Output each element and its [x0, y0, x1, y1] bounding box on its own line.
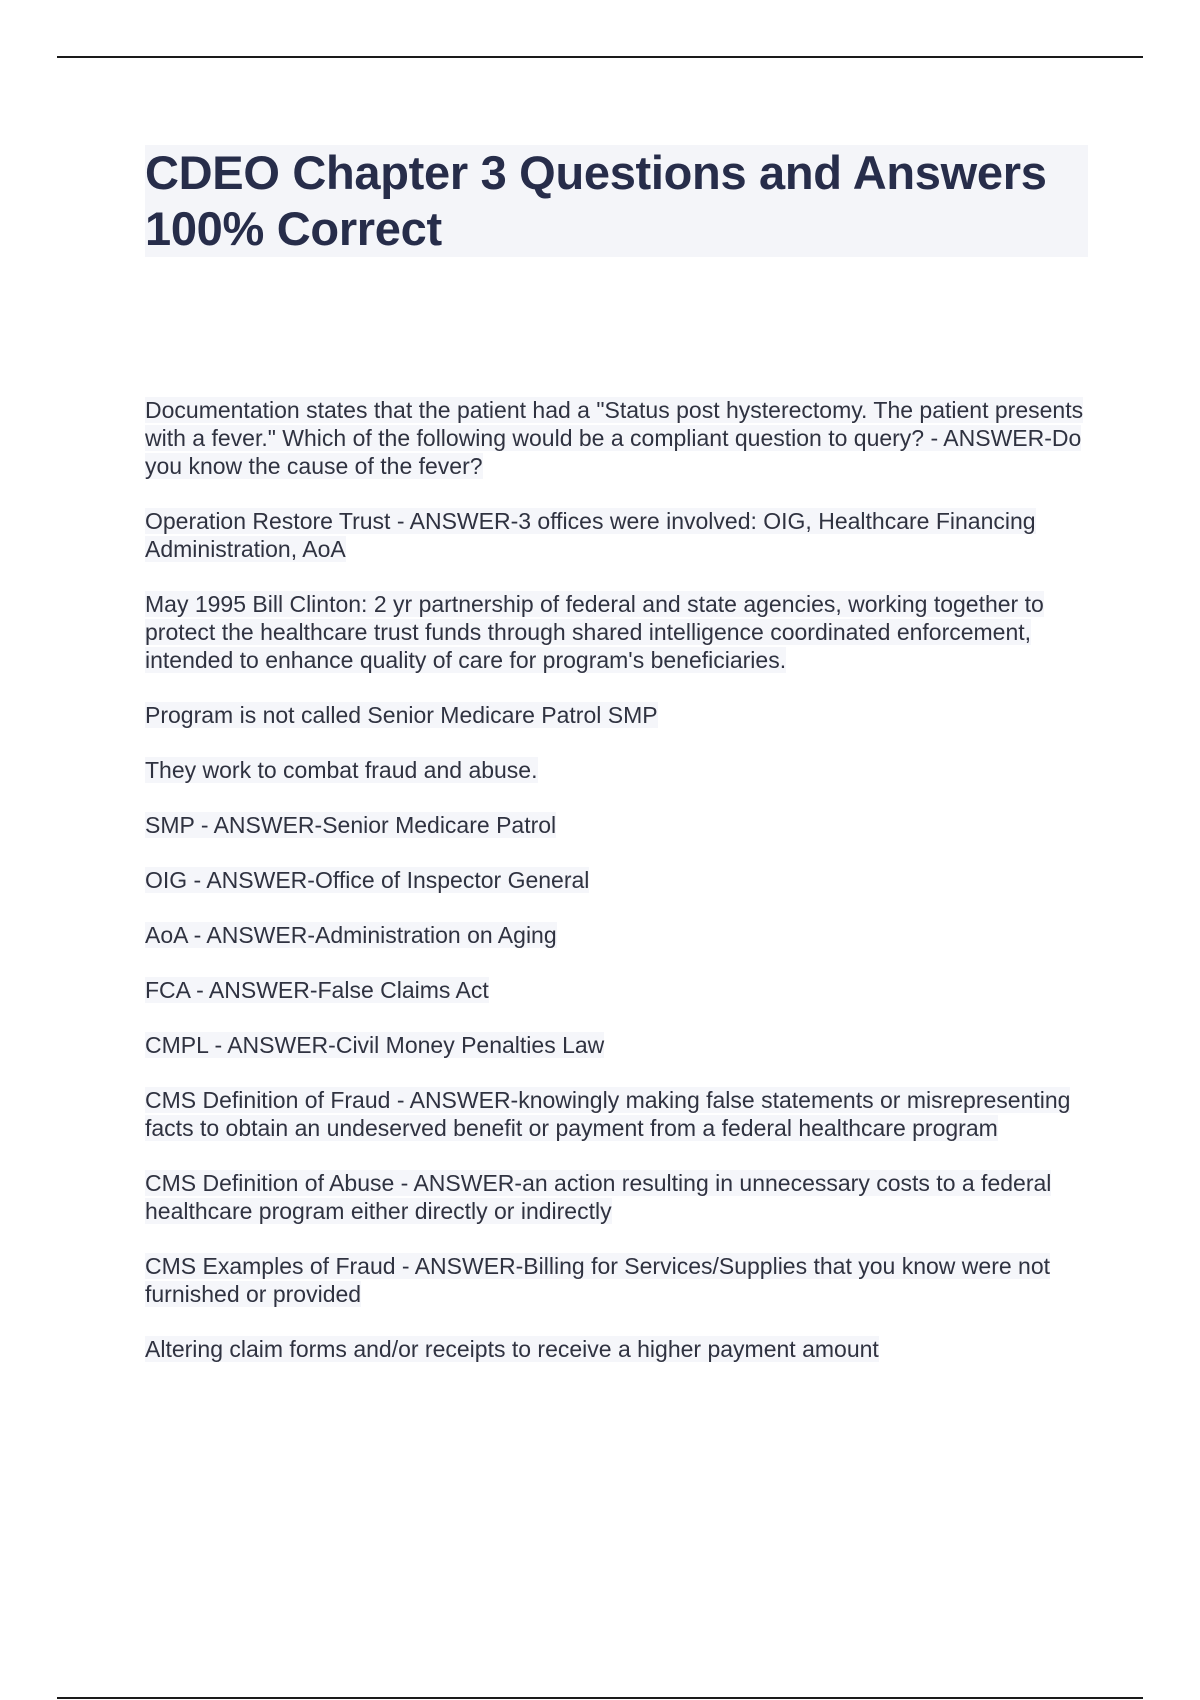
entry-aoa	[145, 921, 1090, 949]
entry-may-1995	[145, 590, 1090, 674]
entry-fraud-definition	[145, 1086, 1090, 1142]
title-block	[145, 145, 1088, 257]
entry-text: CMS Examples of Fraud - ANSWER-Billing for Services/Supplies that you know were not furnished or provided	[145, 1253, 1051, 1307]
entry-text: AoA - ANSWER-Administration on Aging	[145, 922, 557, 948]
entry-text: CMS Definition of Abuse - ANSWER-an action resulting in unnecessary costs to a federal healthcare program either directly or indirectly	[145, 1170, 1052, 1224]
entry-text: SMP - ANSWER-Senior Medicare Patrol	[145, 812, 557, 838]
entry-text: CMPL - ANSWER-Civil Money Penalties Law	[145, 1032, 605, 1058]
entry-text: OIG - ANSWER-Office of Inspector General	[145, 867, 590, 893]
entry-text: FCA - ANSWER-False Claims Act	[145, 977, 489, 1003]
entry-query-question	[145, 396, 1090, 480]
entry-operation-restore-trust	[145, 507, 1090, 563]
entry-altering-claims	[145, 1335, 1090, 1363]
entry-fraud-examples	[145, 1252, 1090, 1308]
entry-text: Program is not called Senior Medicare Patrol SMP	[145, 702, 658, 728]
entry-cmpl	[145, 1031, 1090, 1059]
top-rule	[57, 56, 1143, 58]
entry-combat-fraud	[145, 756, 1090, 784]
entry-text: Altering claim forms and/or receipts to receive a higher payment amount	[145, 1336, 879, 1362]
entry-fca	[145, 976, 1090, 1004]
entry-program-name	[145, 701, 1090, 729]
entry-oig	[145, 866, 1090, 894]
page-title: CDEO Chapter 3 Questions and Answers 100% Correct	[145, 146, 1047, 255]
entry-text: Documentation states that the patient had a "Status post hysterectomy. The patient presents with a fever." Which of the following would be a compliant question to query? - ANSWER-Do you know the cause of the fever?	[145, 397, 1084, 479]
entry-abuse-definition	[145, 1169, 1090, 1225]
entry-smp	[145, 811, 1090, 839]
document-body	[145, 396, 1090, 1390]
entry-text: CMS Definition of Fraud - ANSWER-knowingly making false statements or misrepresenting facts to obtain an undeserved benefit or payment from a federal healthcare program	[145, 1087, 1071, 1141]
entry-text: They work to combat fraud and abuse.	[145, 757, 538, 783]
entry-text: Operation Restore Trust - ANSWER-3 offices were involved: OIG, Healthcare Financing Administration, AoA	[145, 508, 1036, 562]
entry-text: May 1995 Bill Clinton: 2 yr partnership of federal and state agencies, working together to protect the healthcare trust funds through shared intelligence coordinated enforcement, intended to enhance quality of care for program's beneficiaries.	[145, 591, 1044, 673]
bottom-rule	[57, 1697, 1143, 1699]
